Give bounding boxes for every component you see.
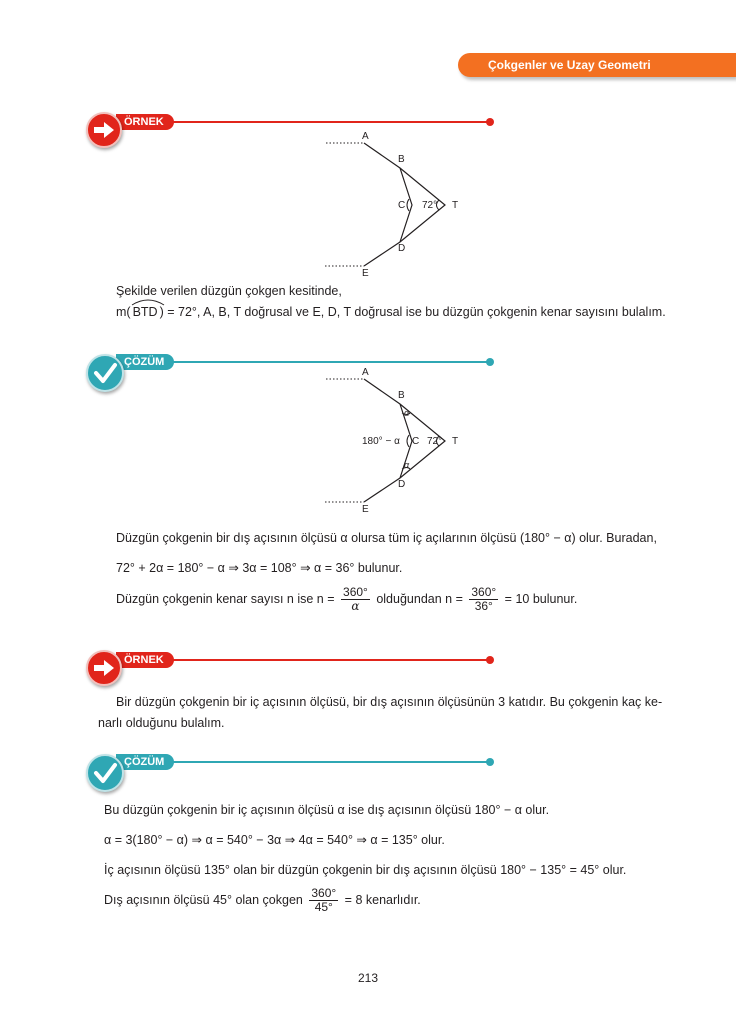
rule-end-dot bbox=[486, 656, 494, 664]
polygon-figure-2 bbox=[320, 364, 470, 516]
m-prefix: m( bbox=[116, 305, 131, 319]
rule-end-dot bbox=[486, 758, 494, 766]
label-D: D bbox=[398, 479, 406, 490]
text-part: Düzgün çokgenin kenar sayısı n ise n = bbox=[116, 592, 335, 606]
fraction-360-alpha bbox=[341, 586, 370, 613]
angle-arc bbox=[407, 435, 409, 447]
label-72: 72° bbox=[422, 200, 438, 211]
text-part: = 10 bulunur. bbox=[504, 592, 578, 606]
example-rule bbox=[146, 659, 488, 661]
label-E: E bbox=[362, 504, 369, 515]
label-alpha: α bbox=[404, 460, 410, 470]
label-alpha: α bbox=[404, 408, 410, 418]
fraction-denominator: 36° bbox=[474, 599, 493, 614]
solution2-text-1: Bu düzgün çokgenin bir iç açısının ölçüsü α ise dış açısının ölçüsü 180° − α olur. bbox=[104, 803, 550, 817]
example1-text-1: Şekilde verilen düzgün çokgen kesitinde, bbox=[116, 284, 342, 298]
example1-rest: ) = 72°, A, B, T doğrusal ve E, D, T doğrusal ise bu düzgün çokgenin kenar sayısını bulalım. bbox=[159, 305, 666, 319]
arrow-icon bbox=[86, 112, 122, 148]
fraction-numerator: 360° bbox=[471, 585, 497, 600]
fraction-denominator: 45° bbox=[314, 900, 333, 915]
angle-arc bbox=[407, 199, 409, 211]
arc-label: BTD bbox=[132, 305, 158, 319]
chapter-tab bbox=[458, 53, 736, 77]
example2-text-1: Bir düzgün çokgenin bir iç açısının ölçüsü, bir dış açısının ölçüsünün 3 katıdır. Bu çokgenin kaç ke- bbox=[116, 695, 663, 709]
rule-end-dot bbox=[486, 118, 494, 126]
label-T: T bbox=[452, 436, 459, 447]
label-A: A bbox=[362, 367, 369, 378]
solution2-text-3: İç açısının ölçüsü 135° olan bir düzgün çokgenin bir dış açısının ölçüsü 180° − 135° = 45° olur. bbox=[104, 863, 627, 877]
arc-notation bbox=[131, 304, 160, 320]
solution1-text-3 bbox=[116, 585, 577, 613]
example-rule bbox=[146, 121, 488, 123]
fraction-denominator: α bbox=[351, 599, 360, 614]
arrow-icon bbox=[86, 650, 122, 686]
label-B: B bbox=[398, 154, 405, 165]
solution-rule bbox=[146, 761, 488, 763]
solution1-text-1: Düzgün çokgenin bir dış açısının ölçüsü α olursa tüm iç açılarının ölçüsü (180° − α) olur. Buradan, bbox=[116, 531, 657, 545]
example-badge: ÖRNEK bbox=[116, 114, 174, 130]
rule-end-dot bbox=[486, 358, 494, 366]
label-C: C bbox=[412, 436, 420, 447]
example-header-2 bbox=[86, 650, 496, 690]
label-T: T bbox=[452, 200, 459, 211]
polygon-figure-1 bbox=[320, 128, 470, 278]
label-C: C bbox=[398, 200, 406, 211]
text-part: olduğundan n = bbox=[376, 592, 463, 606]
solution2-text-2: α = 3(180° − α) ⇒ α = 540° − 3α ⇒ 4α = 540° ⇒ α = 135° olur. bbox=[104, 833, 445, 847]
solution1-text-2: 72° + 2α = 180° − α ⇒ 3α = 108° ⇒ α = 36° bulunur. bbox=[116, 561, 403, 575]
fraction-numerator: 360° bbox=[343, 585, 368, 600]
label-E: E bbox=[362, 268, 369, 278]
solution-rule bbox=[146, 361, 488, 363]
example1-text-2 bbox=[116, 304, 666, 320]
label-180-alpha: 180° − α bbox=[362, 436, 400, 447]
text-part: Dış açısının ölçüsü 45° olan çokgen bbox=[104, 893, 303, 907]
fraction-360-36 bbox=[469, 586, 498, 613]
label-A: A bbox=[362, 131, 369, 142]
example-badge: ÖRNEK bbox=[116, 652, 174, 668]
label-B: B bbox=[398, 390, 405, 401]
page-number: 213 bbox=[358, 971, 379, 985]
fraction-360-45 bbox=[309, 887, 338, 914]
checkmark-icon bbox=[86, 754, 124, 792]
example2-text-2: narlı olduğunu bulalım. bbox=[98, 716, 225, 730]
label-72: 72° bbox=[427, 436, 443, 447]
chapter-title: Çokgenler ve Uzay Geometri bbox=[488, 58, 651, 72]
solution2-text-4 bbox=[104, 886, 421, 914]
fraction-numerator: 360° bbox=[311, 886, 337, 901]
solution-badge: ÇÖZÜM bbox=[116, 754, 174, 770]
label-D: D bbox=[398, 243, 406, 254]
solution-header-2 bbox=[86, 752, 496, 792]
checkmark-icon bbox=[86, 354, 124, 392]
solution-badge: ÇÖZÜM bbox=[116, 354, 174, 370]
text-part: = 8 kenarlıdır. bbox=[344, 893, 421, 907]
